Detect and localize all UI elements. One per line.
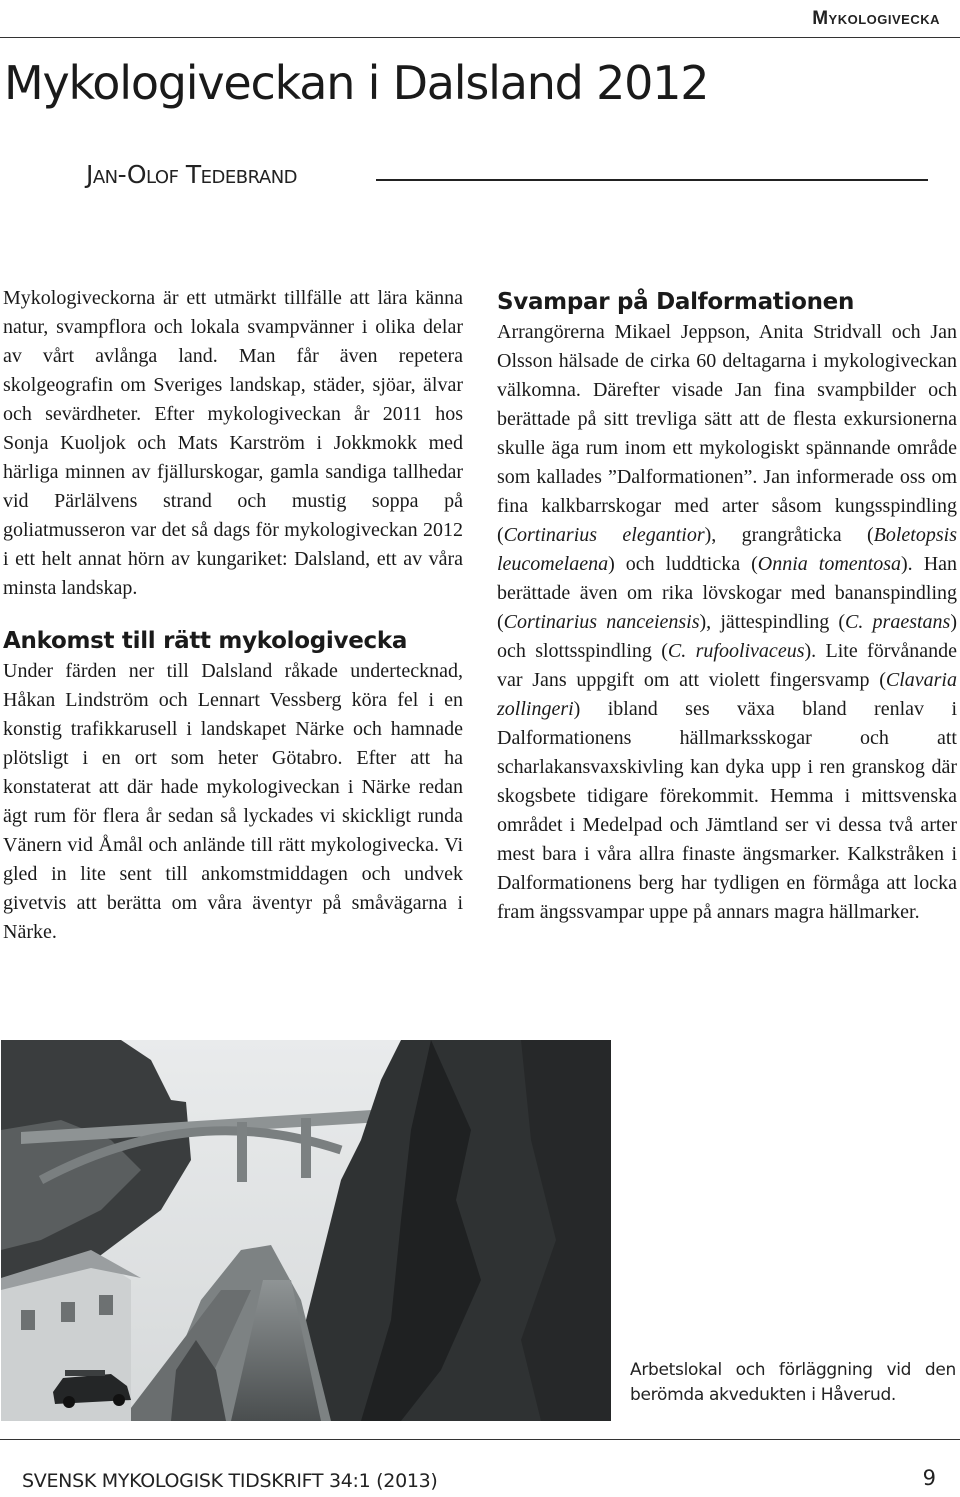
- car-wheel: [63, 1396, 75, 1408]
- species-name: Cortinarius nanceiensis: [503, 611, 700, 633]
- footer-journal: SVENSK MYKOLOGISK TIDSKRIFT 34:1 (2013): [22, 1470, 438, 1492]
- dalformation-paragraph: [497, 318, 957, 927]
- section-tag: Mykologivecka: [812, 8, 940, 29]
- text-run: ). Han berättade även om rika lövskogar med bananspindling (: [497, 553, 958, 633]
- bridge-pillar: [237, 1122, 247, 1182]
- text-run: ), jättespindling (: [699, 611, 846, 633]
- text-run: ) och luddticka (: [608, 553, 758, 575]
- intro-paragraph: Mykologiveckorna är ett utmärkt tillfälle att lära känna natur, svampflora och lokala svampvänner i olika delar av vårt avlånga land. Man får även repetera skolgeografin om Sveriges landskap, städer, sjöar, älvar och sevärdheter. Efter mykologiveckan år 2011 hos Sonja Kuoljok och Mats Karström i Jokkmokk med härliga minnen av fjällurskogar, gamla sandiga tallhedar vid Pärlälvens strand och mustig soppa på goliatmusseron var det så dags för mykologiveckan 2012 i ett helt annat hörn av kungariket: Dalsland, ett av våra minsta landskap.: [3, 287, 463, 599]
- header-rule: [0, 37, 960, 38]
- section-heading-arrival: Ankomst till rätt mykologivecka: [3, 628, 408, 654]
- footer-rule: [0, 1439, 960, 1440]
- page-number: 9: [922, 1466, 936, 1490]
- window: [99, 1295, 113, 1315]
- window: [61, 1302, 75, 1322]
- species-name: C. praestans: [845, 611, 951, 633]
- aqueduct-photo-drawing: [1, 1040, 611, 1421]
- species-name: Cortinarius elegantior: [503, 524, 705, 546]
- article-author: Jan-Olof Tedebrand: [86, 160, 298, 189]
- left-column: [3, 284, 463, 947]
- text-run: ) ibland ses växa bland renlav i Dalformationens hällmarksskogar och att scharlakansvaxskivling kan dyka upp i ren granskog där skogsbete tidigare förekommit. Hemma i mittsvenska området i Medelpad och Jämtland ser vi dessa två arter mest bara i våra allra finaste ängsmarker. Kalkstråken i Dalformationens berg har tydligen en förmåga att locka fram ängssvampar uppe på annars magra hällmarker.: [497, 698, 957, 923]
- section-heading-dalformation: Svampar på Dalformationen: [497, 289, 855, 315]
- car-wheel: [113, 1394, 125, 1406]
- right-column: [497, 284, 957, 927]
- article-title: Mykologiveckan i Dalsland 2012: [4, 56, 709, 110]
- species-name: Onnia tomentosa: [757, 553, 902, 575]
- text-run: ), grangråticka (: [704, 524, 874, 546]
- species-name: Boletopsis leucomelaena: [497, 524, 957, 575]
- bridge-pillar: [301, 1118, 311, 1178]
- author-rule: [376, 179, 928, 181]
- arrival-paragraph: Under färden ner till Dalsland råkade undertecknad, Håkan Lindström och Lennart Vessberg köra fel i en konstig trafikkarusell i landskapet Närke och hamnade plötsligt i en ort som heter Götabro. Efter att ha konstaterat att där hade mykologiveckan i Närke redan ägt rum för flera år sedan så lyckades vi skickligt runda Vänern vid Åmål och anlände till rätt mykologivecka. Vi gled in lite sent till ankomstmiddagen och undvek givetvis att berätta om våra äventyr på småvägarna i Närke.: [3, 660, 463, 943]
- window: [21, 1310, 35, 1330]
- photo-caption: Arbetslokal och förläggning vid den berömda akvedukten i Håverud.: [630, 1360, 956, 1405]
- species-name: Clavaria zollingeri: [497, 669, 957, 720]
- text-run: Arrangörerna Mikael Jeppson, Anita Stridvall och Jan Olsson hälsade de cirka 60 deltagarna i mykologiveckan välkomna. Därefter visade Jan fina svampbilder och berättade på sitt trevliga sätt att de flesta exkursionerna skulle äga rum inom ett mykologiskt spännande område som kallades ”Dalformationen”. Jan informerade oss om fina kalkbarrskogar med arter såsom kungsspindling (: [497, 321, 957, 546]
- text-run: ) och slottsspindling (: [497, 611, 958, 662]
- text-run: ). Lite förvånande var Jans uppgift om att violett fingersvamp (: [497, 640, 957, 691]
- species-name: C. rufoolivaceus: [667, 640, 805, 662]
- roof-box: [65, 1370, 105, 1376]
- aqueduct-photo: [1, 1040, 611, 1421]
